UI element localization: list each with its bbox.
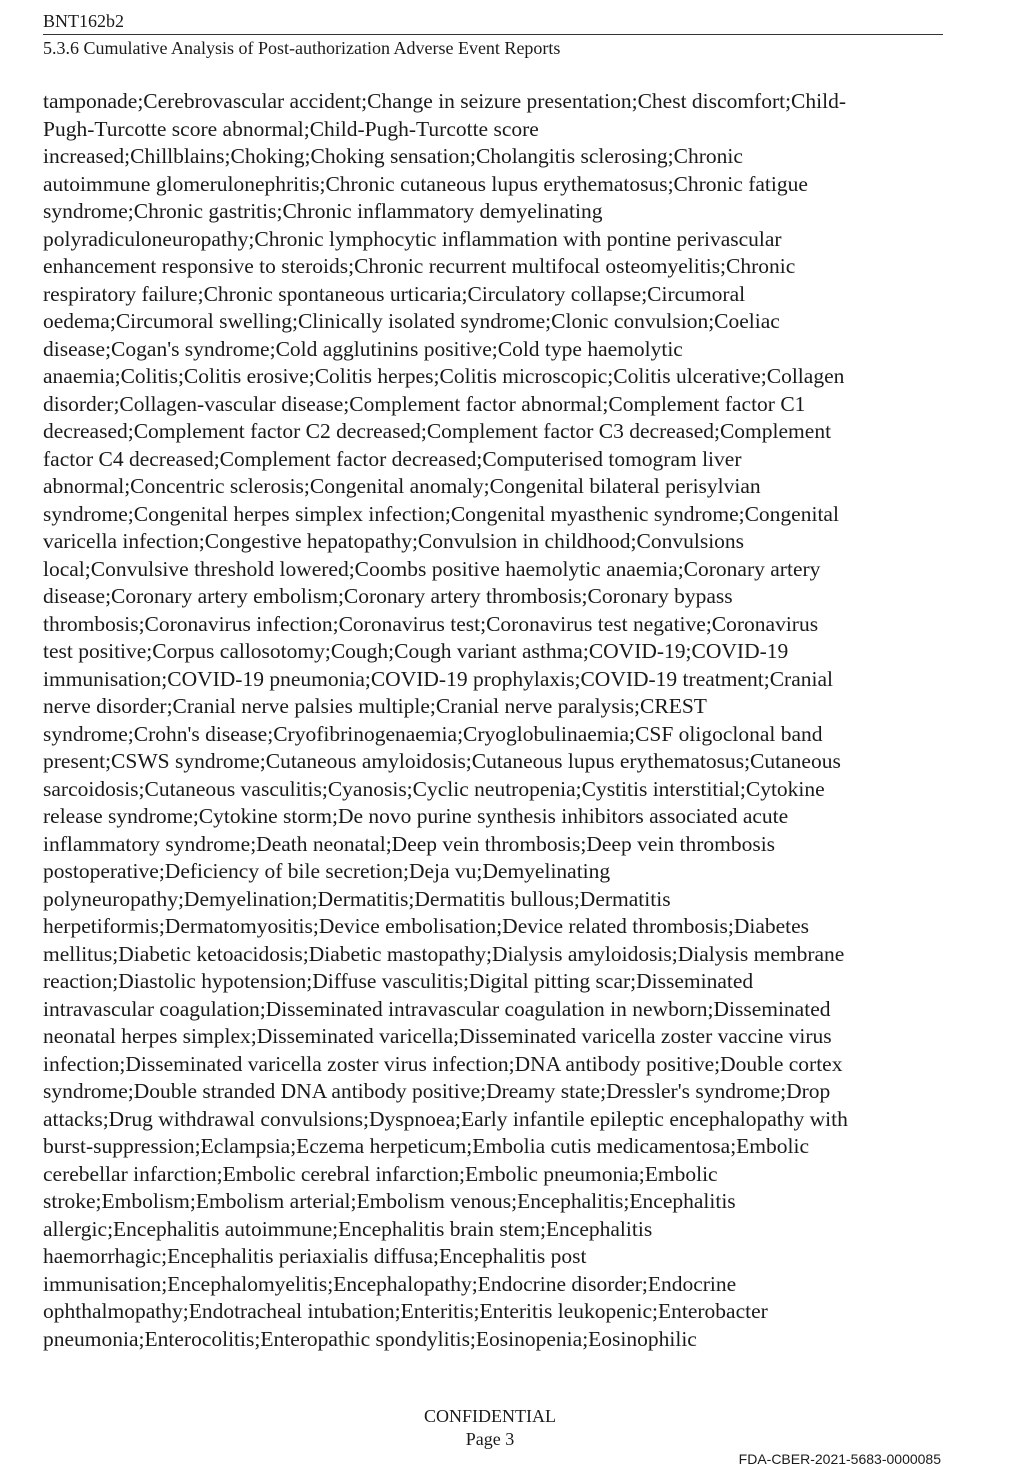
section-title: 5.3.6 Cumulative Analysis of Post-authorization Adverse Event Reports xyxy=(43,38,561,58)
text-line: tamponade;Cerebrovascular accident;Change in seizure presentation;Chest discomfort;Child- xyxy=(43,89,847,113)
text-line: autoimmune glomerulonephritis;Chronic cutaneous lupus erythematosus;Chronic fatigue xyxy=(43,171,808,196)
text-line: reaction;Diastolic hypotension;Diffuse vasculitis;Digital pitting scar;Disseminated xyxy=(43,969,754,993)
text-line: cerebellar infarction;Embolic cerebral infarction;Embolic pneumonia;Embolic xyxy=(43,1161,718,1186)
text-line: syndrome;Double stranded DNA antibody positive;Dreamy state;Dressler's syndrome;Drop xyxy=(43,1079,831,1103)
text-line: disorder;Collagen-vascular disease;Complement factor abnormal;Complement factor C1 xyxy=(43,391,806,416)
text-line: Pugh-Turcotte score abnormal;Child-Pugh-Turcotte score xyxy=(43,116,539,141)
text-line: polyneuropathy;Demyelination;Dermatitis;Dermatitis bullous;Dermatitis xyxy=(43,886,671,911)
text-line: herpetiformis;Dermatomyositis;Device embolisation;Device related thrombosis;Diabetes xyxy=(43,914,810,938)
confidential-label: CONFIDENTIAL xyxy=(424,1406,556,1426)
text-line: immunisation;COVID-19 pneumonia;COVID-19 prophylaxis;COVID-19 treatment;Cranial xyxy=(43,666,833,691)
text-line: test positive;Corpus callosotomy;Cough;Cough variant asthma;COVID-19;COVID-19 xyxy=(43,639,789,663)
text-line: mellitus;Diabetic ketoacidosis;Diabetic mastopathy;Dialysis amyloidosis;Dialysis membrane xyxy=(43,941,845,966)
text-line: increased;Chillblains;Choking;Choking sensation;Cholangitis sclerosing;Chronic xyxy=(43,144,743,168)
text-line: local;Convulsive threshold lowered;Coombs positive haemolytic anaemia;Coronary artery xyxy=(43,556,821,581)
text-line: respiratory failure;Chronic spontaneous urticaria;Circulatory collapse;Circumoral xyxy=(43,281,746,306)
page-number: Page 3 xyxy=(465,1429,515,1449)
text-line: syndrome;Congenital herpes simplex infection;Congenital myasthenic syndrome;Congenital xyxy=(43,501,839,526)
text-line: release syndrome;Cytokine storm;De novo purine synthesis inhibitors associated acute xyxy=(43,804,789,828)
text-line: syndrome;Chronic gastritis;Chronic inflammatory demyelinating xyxy=(43,199,603,223)
text-line: syndrome;Crohn's disease;Cryofibrinogenaemia;Cryoglobulinaemia;CSF oligoclonal band xyxy=(43,721,823,746)
bates-number: FDA-CBER-2021-5683-0000085 xyxy=(738,1451,941,1467)
text-line: pneumonia;Enterocolitis;Enteropathic spondylitis;Eosinopenia;Eosinophilic xyxy=(43,1326,697,1351)
text-line: enhancement responsive to steroids;Chronic recurrent multifocal osteomyelitis;Chronic xyxy=(43,254,796,278)
text-line: present;CSWS syndrome;Cutaneous amyloidosis;Cutaneous lupus erythematosus;Cutaneous xyxy=(43,749,841,773)
text-line: nerve disorder;Cranial nerve palsies multiple;Cranial nerve paralysis;CREST xyxy=(43,694,707,718)
text-line: attacks;Drug withdrawal convulsions;Dyspnoea;Early infantile epileptic encephalopathy with xyxy=(43,1106,848,1131)
document-id: BNT162b2 xyxy=(43,11,124,31)
text-line: haemorrhagic;Encephalitis periaxialis diffusa;Encephalitis post xyxy=(43,1244,587,1268)
text-line: stroke;Embolism;Embolism arterial;Embolism venous;Encephalitis;Encephalitis xyxy=(43,1189,736,1213)
text-line: infection;Disseminated varicella zoster virus infection;DNA antibody positive;Double cortex xyxy=(43,1051,843,1076)
text-line: allergic;Encephalitis autoimmune;Encephalitis brain stem;Encephalitis xyxy=(43,1216,653,1241)
text-line: postoperative;Deficiency of bile secretion;Deja vu;Demyelinating xyxy=(43,859,611,883)
text-line: immunisation;Encephalomyelitis;Encephalopathy;Endocrine disorder;Endocrine xyxy=(43,1271,737,1296)
text-line: anaemia;Colitis;Colitis erosive;Colitis herpes;Colitis microscopic;Colitis ulcerative;Collagen xyxy=(43,364,845,388)
text-line: burst-suppression;Eclampsia;Eczema herpeticum;Embolia cutis medicamentosa;Embolic xyxy=(43,1134,810,1158)
text-line: decreased;Complement factor C2 decreased;Complement factor C3 decreased;Complement xyxy=(43,419,832,443)
text-line: disease;Coronary artery embolism;Coronary artery thrombosis;Coronary bypass xyxy=(43,584,733,608)
text-line: ophthalmopathy;Endotracheal intubation;Enteritis;Enteritis leukopenic;Enterobacter xyxy=(43,1299,768,1323)
text-line: inflammatory syndrome;Death neonatal;Deep vein thrombosis;Deep vein thrombosis xyxy=(43,831,776,856)
text-line: thrombosis;Coronavirus infection;Coronavirus test;Coronavirus test negative;Coronavirus xyxy=(43,611,819,636)
header-divider xyxy=(43,34,943,35)
text-line: sarcoidosis;Cutaneous vasculitis;Cyanosis;Cyclic neutropenia;Cystitis interstitial;Cytokine xyxy=(43,776,825,801)
text-line: disease;Cogan's syndrome;Cold agglutinins positive;Cold type haemolytic xyxy=(43,336,683,361)
adverse-event-term-list xyxy=(43,88,943,1353)
text-line: abnormal;Concentric sclerosis;Congenital anomaly;Congenital bilateral perisylvian xyxy=(43,474,761,498)
text-line: intravascular coagulation;Disseminated intravascular coagulation in newborn;Disseminated xyxy=(43,996,831,1021)
text-line: oedema;Circumoral swelling;Clinically isolated syndrome;Clonic convulsion;Coeliac xyxy=(43,309,780,333)
page-footer xyxy=(0,1405,980,1451)
text-line: neonatal herpes simplex;Disseminated varicella;Disseminated varicella zoster vaccine virus xyxy=(43,1024,832,1048)
text-line: varicella infection;Congestive hepatopathy;Convulsion in childhood;Convulsions xyxy=(43,529,745,553)
page-header xyxy=(43,10,943,60)
text-line: factor C4 decreased;Complement factor decreased;Computerised tomogram liver xyxy=(43,446,742,471)
text-line: polyradiculoneuropathy;Chronic lymphocytic inflammation with pontine perivascular xyxy=(43,226,782,251)
